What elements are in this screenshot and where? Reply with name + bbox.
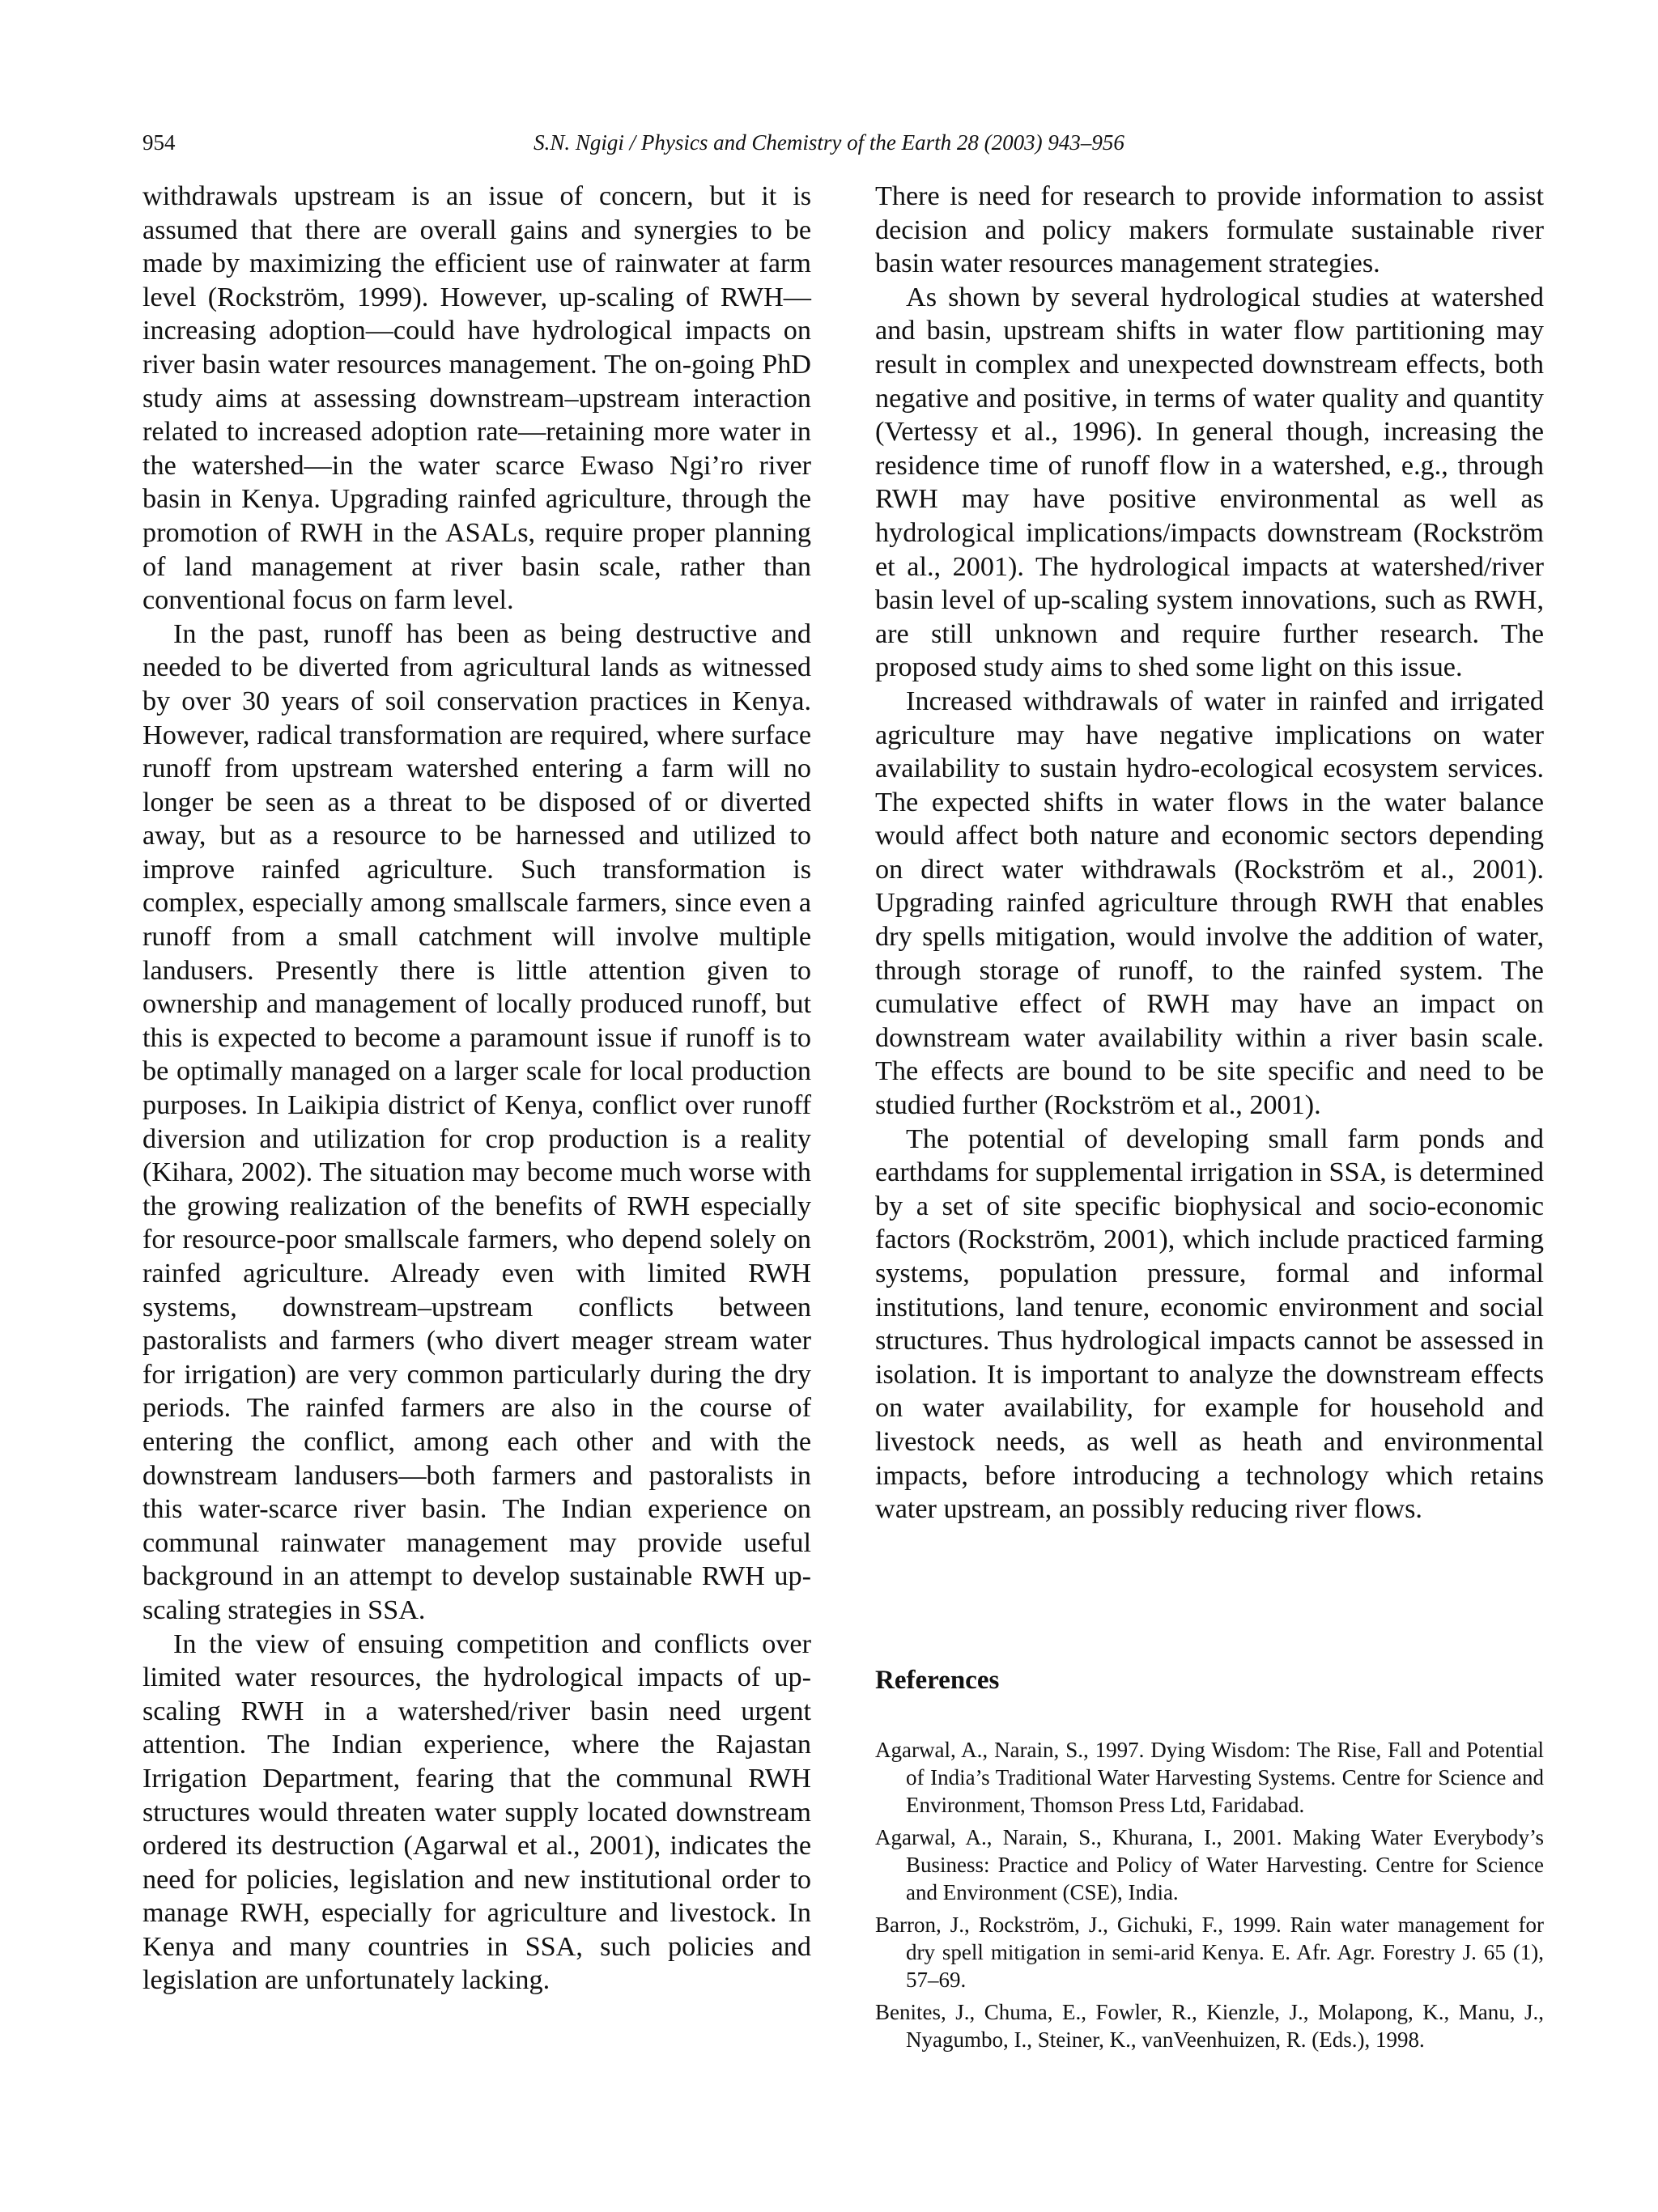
body-paragraph: As shown by several hydrological studies at watershed and basin, upstream shifts in water flow partitioning may result in complex and unexpected downstream effects, both negative and positive, in terms of water quality and quantity (Vertessy et al., 1996). In general though, increasing the residence time of runoff flow in a watershed, e.g., through RWH may have positive environmental as well as hydrological implications/impacts downstream (Rockström et al., 2001). The hydrological impacts at watershed/river basin level of up-scaling system innovations, such as RWH, are still unknown and require further research. The proposed study aims to shed some light on this issue. [875, 282, 1544, 683]
body-paragraph: The potential of developing small farm ponds and earthdams for supplemental irrigation in SSA, is determined by a set of site specific biophysical and socio-economic factors (Rockström, 2001), which include practiced farming systems, population pressure, formal and informal institutions, land tenure, economic environment and social structures. Thus hydrological impacts cannot be assessed in isolation. It is important to analyze the downstream effects on water availability, for example for household and livestock needs, as well as heath and environmental impacts, before introducing a technology which retains water upstream, an possibly reducing river flows. [875, 1123, 1544, 1525]
page-number: 954 [142, 130, 176, 155]
reference-item: Benites, J., Chuma, E., Fowler, R., Kienzle, J., Molapong, K., Manu, J., Nyagumbo, I., Steiner, K., vanVeenhuizen, R. (Eds.), 1998. [875, 2000, 1544, 2052]
reference-item: Barron, J., Rockström, J., Gichuki, F., 1999. Rain water management for dry spell mitigation in semi-arid Kenya. E. Afr. Agr. Forestry J. 65 (1), 57–69. [875, 1913, 1544, 1992]
body-paragraph: In the view of ensuing competition and conflicts over limited water resources, the hydrological impacts of up-scaling RWH in a watershed/river basin need urgent attention. The Indian experience, where the Rajastan Irrigation Department, fearing that the communal RWH structures would threaten water supply located downstream ordered its destruction (Agarwal et al., 2001), indicates the need for policies, legislation and new institutional order to manage RWH, especially for agriculture and livestock. In Kenya and many countries in SSA, such policies and legislation are unfortunately lacking. [142, 1628, 811, 1996]
right-column [875, 180, 1544, 1526]
running-header-citation: S.N. Ngigi / Physics and Chemistry of the Earth 28 (2003) 943–956 [534, 130, 1124, 155]
reference-item: Agarwal, A., Narain, S., Khurana, I., 2001. Making Water Everybody’s Business: Practice and Policy of Water Harvesting. Centre for Science and Environment (CSE), India. [875, 1825, 1544, 1904]
body-paragraph: Increased withdrawals of water in rainfed and irrigated agriculture may have negative implications on water availability to sustain hydro-ecological ecosystem services. The expected shifts in water flows in the water balance would affect both nature and economic sectors depending on direct water withdrawals (Rockström et al., 2001). Upgrading rainfed agriculture through RWH that enables dry spells mitigation, would involve the addition of water, through storage of runoff, to the rainfed system. The cumulative effect of RWH may have an impact on downstream water availability within a river basin scale. The effects are bound to be site specific and need to be studied further (Rockström et al., 2001). [875, 686, 1544, 1121]
reference-item: Agarwal, A., Narain, S., 1997. Dying Wisdom: The Rise, Fall and Potential of India’s Traditional Water Harvesting Systems. Centre for Science and Environment, Thomson Press Ltd, Faridabad. [875, 1738, 1544, 1817]
references-list [875, 1736, 1544, 2058]
left-column [142, 180, 811, 1998]
body-paragraph: In the past, runoff has been as being destructive and needed to be diverted from agricultural lands as witnessed by over 30 years of soil conservation practices in Kenya. However, radical transformation are required, where surface runoff from upstream watershed entering a farm will no longer be seen as a threat to be disposed of or diverted away, but as a resource to be harnessed and utilized to improve rainfed agriculture. Such transformation is complex, especially among smallscale farmers, since even a runoff from a small catchment will involve multiple landusers. Presently there is little attention given to ownership and management of locally produced runoff, but this is expected to become a paramount issue if runoff is to be optimally managed on a larger scale for local production purposes. In Laikipia district of Kenya, conflict over runoff diversion and utilization for crop production is a reality (Kihara, 2002). The situation may become much worse with the growing realization of the benefits of RWH especially for resource-poor smallscale farmers, who depend solely on rainfed agriculture. Already even with limited RWH systems, downstream–upstream conflicts between pastoralists and farmers (who divert meager stream water for irrigation) are very common particularly during the dry periods. The rainfed farmers are also in the course of entering the conflict, among each other and with the downstream landusers—both farmers and pastoralists in this water-scarce river basin. The Indian experience on communal rainwater management may provide useful background in an attempt to develop sustainable RWH up-scaling strategies in SSA. [142, 618, 811, 1625]
body-paragraph: There is need for research to provide information to assist decision and policy makers formulate sustainable river basin water resources management strategies. [875, 181, 1544, 279]
body-paragraph: withdrawals upstream is an issue of concern, but it is assumed that there are overall gains and synergies to be made by maximizing the efficient use of rainwater at farm level (Rockström, 1999). However, up-scaling of RWH—increasing adoption—could have hydrological impacts on river basin water resources management. The on-going PhD study aims at assessing downstream–upstream interaction related to increased adoption rate—retaining more water in the watershed—in the water scarce Ewaso Ngi’ro river basin in Kenya. Upgrading rainfed agriculture, through the promotion of RWH in the ASALs, require proper planning of land management at river basin scale, rather than conventional focus on farm level. [142, 181, 811, 616]
references-heading: References [875, 1666, 1000, 1695]
